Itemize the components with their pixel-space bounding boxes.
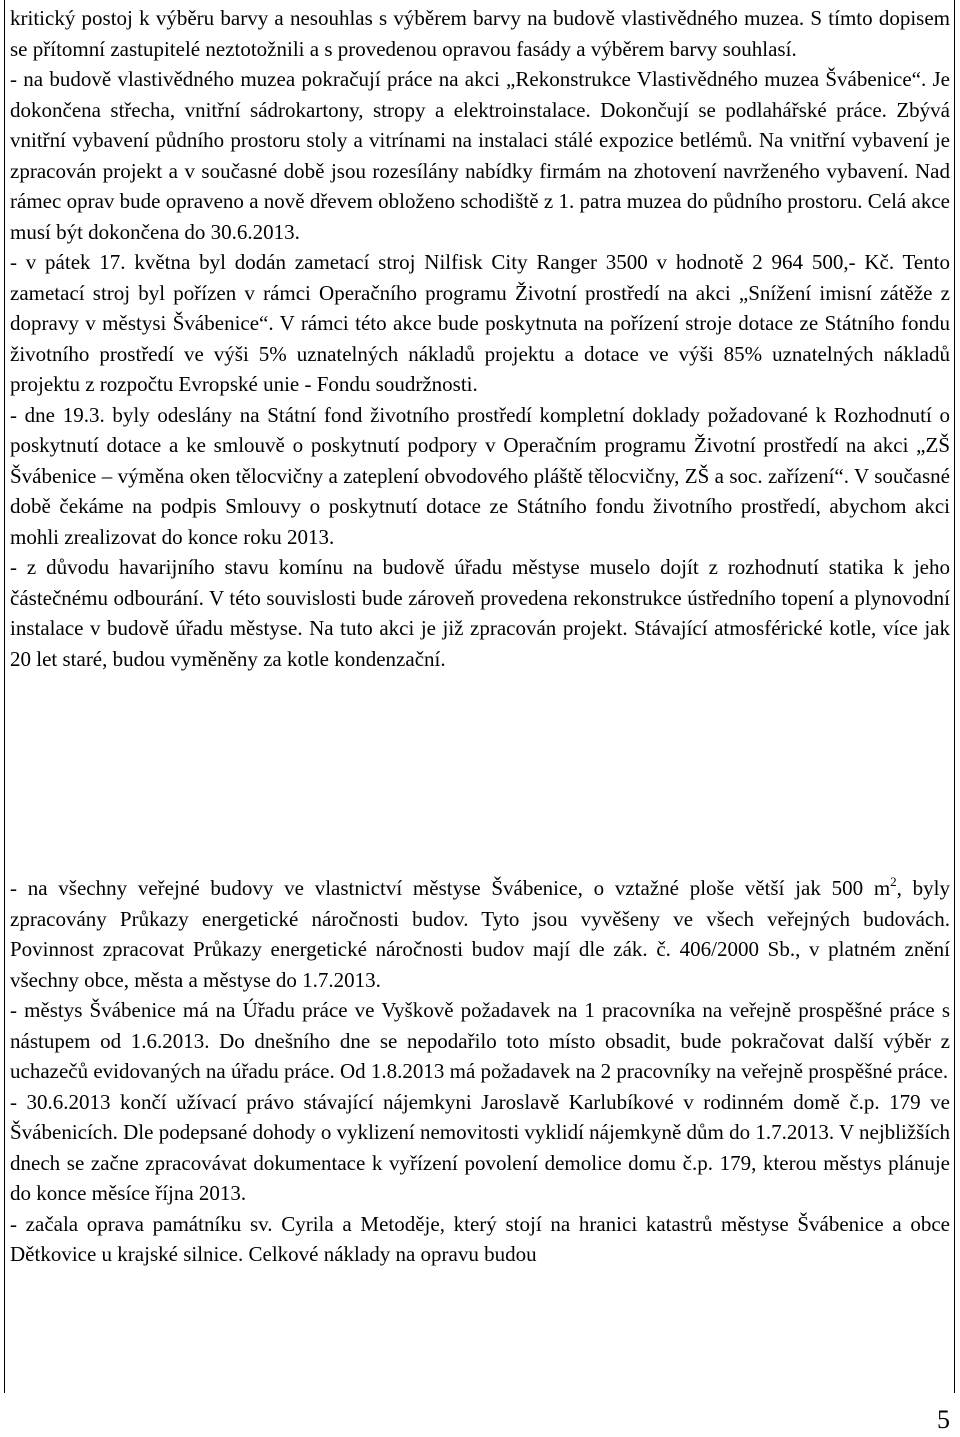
- paragraph-pamatnik: - začala oprava památníku sv. Cyrila a Metoděje, který stojí na hranici katastrů městyse Švábenice a obce Dětkovice u krajské silnice. Celkové náklady na opravu budou: [10, 1211, 950, 1266]
- paragraph-muzeum-barva: kritický postoj k výběru barvy a nesouhlas s výběrem barvy na budově vlastivědného muzea. S tímto dopisem se přítomní zastupitelé neztotožnili a s provedenou opravou fasády a výběrem barvy souhlasí.: [10, 6, 950, 61]
- prukazy-text-end: , byly zpracovány Průkazy energetické náročnosti budov. Tyto jsou vyvěšeny ve všech veřejných budovách. Povinnost zpracovat Průkazy energetické náročnosti budov mají dle zák. č. 406/2000 Sb., v platném znění všechny obce, města a městyse do 1.7.2013.: [10, 876, 950, 992]
- paragraph-urad-prace: - městys Švábenice má na Úřadu práce ve Vyškově požadavek na 1 pracovníka na veřejně prospěšné práce s nástupem od 1.6.2013. Do dnešního dne se nepodařilo toto místo obsadit, bude pokračovat další výběr z uchazečů evidovaných na úřadu práce. Od 1.8.2013 má požadavek na 2 pracovníky na veřejně prospěšné práce.: [10, 998, 950, 1083]
- paragraph-komin: - z důvodu havarijního stavu komínu na budově úřadu městyse muselo dojít z rozhodnutí statika k jeho částečnému odbourání. V této souvislosti bude zároveň provedena rekonstrukce ústředního topení a plynovodní instalace v budově úřadu městyse. Na tuto akci je již zpracován projekt. Stávající atmosférické kotle, více jak 20 let staré, budou vyměněny za kotle kondenzační.: [10, 555, 950, 671]
- paragraph-rekonstrukce-muzea: - na budově vlastivědného muzea pokračují práce na akci „Rekonstrukce Vlastivědného muzea Švábenice“. Je dokončena střecha, vnitřní sádrokartony, stropy a elektroinstalace. Dokončují se podlahářské práce. Zbývá vnitřní vybavení půdního prostoru stoly a vitrínami na instalaci stálé expozice betlémů. Na vnitřní vybavení je zpracován projekt a v současné době jsou rozesílány nabídky firmám na zhotovení navrženého vybavení. Nad rámec oprav bude opraveno a nově dřevem obloženo schodiště z 1. patra muzea do půdního prostoru. Celá akce musí být dokončena do 30.6.2013.: [10, 67, 950, 244]
- paragraph-zs-dotace: - dne 19.3. byly odeslány na Státní fond životního prostředí kompletní doklady požadované k Rozhodnutí o poskytnutí dotace a ke smlouvě o poskytnutí podpory v Operačním programu Životní prostředí na akci „ZŠ Švábenice – výměna oken tělocvičny a zateplení obvodového pláště tělocvičny, ZŠ a soc. zařízení“. V současné době čekáme na podpis Smlouvy o poskytnutí dotace ze Státního fondu životního prostředí, abychom akci mohli zrealizovat do konce roku 2013.: [10, 402, 950, 549]
- paragraph-zametaci-stroj: - v pátek 17. května byl dodán zametací stroj Nilfisk City Ranger 3500 v hodnotě 2 964 500,- Kč. Tento zametací stroj byl pořízen v rámci Operačního programu Životní prostředí na akci „Snížení imisní zátěže z dopravy v městysi Švábenice“. V rámci této akce bude poskytnuta na pořízení stroje dotace ze Státního fondu životního prostředí ve výši 5% uznatelných nákladů projektu a dotace ve výši 85% uznatelných nákladů projektu z rozpočtu Evropské unie - Fondu soudržnosti.: [10, 250, 950, 396]
- paragraph-prukazy: [10, 873, 950, 995]
- paragraph-najemkyne: - 30.6.2013 končí užívací právo stávající nájemkyni Jaroslavě Karlubíkové v rodinném domě č.p. 179 ve Švábenicích. Dle podepsané dohody o vyklizení nemovitosti vyklidí nájemkyně dům do 1.7.2013. V nejbližších dnech se začne zpracovávat dokumentace k vyřízení povolení demolice domu č.p. 179, kterou městys plánuje do konce měsíce října 2013.: [10, 1089, 950, 1205]
- text-section-2: [10, 873, 950, 1270]
- text-section-1: [10, 3, 950, 674]
- page-number: 5: [937, 1405, 950, 1434]
- superscript-squared: 2: [890, 874, 897, 889]
- prukazy-text-start: - na všechny veřejné budovy ve vlastnictví městyse Švábenice, o vztažné ploše větší jak 500 m: [10, 876, 891, 900]
